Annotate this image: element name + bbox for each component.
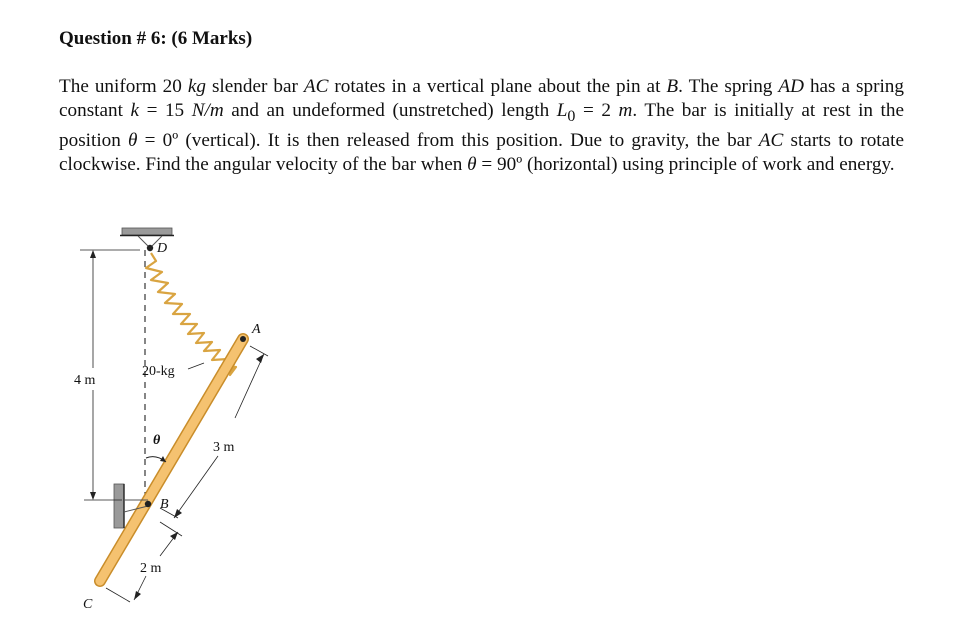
figure-svg <box>60 218 320 623</box>
label-d: D <box>157 241 168 256</box>
var-theta: θ <box>128 129 138 151</box>
dimension-3m <box>160 346 268 518</box>
problem-text-segment: rotates in a vertical plane about the pin at <box>328 76 667 97</box>
var-bar-ac: AC <box>758 129 784 151</box>
problem-text-segment: starts to rotate clockwise. Find the angular velocity of the bar when <box>59 129 904 175</box>
problem-text <box>59 75 904 177</box>
problem-text-segment: = 2 <box>575 100 619 121</box>
problem-text-segment: = 90º (horizontal) using principle of work and energy. <box>476 153 895 175</box>
point-a <box>240 336 246 342</box>
label-c: C <box>83 597 93 612</box>
question-heading: Question # 6: (6 Marks) <box>59 28 253 49</box>
var-l0: L <box>556 100 568 121</box>
label-2m: 2 m <box>140 561 162 576</box>
unit-m: m <box>618 100 633 121</box>
mass-leader-line <box>188 363 204 369</box>
var-theta: θ <box>467 153 477 175</box>
problem-text-segment: . The spring <box>678 76 779 97</box>
var-l0-subscript: 0 <box>567 107 576 125</box>
label-4m: 4 m <box>74 373 96 388</box>
label-mass: 20-kg <box>142 364 175 379</box>
label-b: B <box>160 497 169 512</box>
problem-text-segment: . The bar is initially at rest in the position <box>59 100 904 151</box>
problem-statement <box>59 75 904 177</box>
unit-kg: kg <box>187 76 206 97</box>
problem-text-segment: The uniform 20 <box>59 76 188 97</box>
unit-n-per-m: N/m <box>191 100 224 121</box>
problem-text-segment: and an undeformed (unstretched) length <box>223 100 557 121</box>
pin-b <box>145 501 151 507</box>
var-bar-ac: AC <box>303 76 329 97</box>
var-spring-ad: AD <box>778 76 804 97</box>
problem-text-segment: = 0º (vertical). It is then released from this position. Due to gravity, the bar <box>137 129 759 151</box>
var-pin-b: B <box>666 76 679 97</box>
problem-text-segment: = 15 <box>139 100 192 121</box>
label-theta: θ <box>153 433 161 448</box>
mechanism-figure <box>60 218 320 623</box>
var-k: k <box>130 100 140 121</box>
problem-text-segment: slender bar <box>205 76 304 97</box>
pin-d <box>147 245 153 251</box>
label-3m: 3 m <box>213 440 235 455</box>
label-a: A <box>252 322 261 337</box>
problem-text-segment: has a spring constant <box>59 76 904 121</box>
